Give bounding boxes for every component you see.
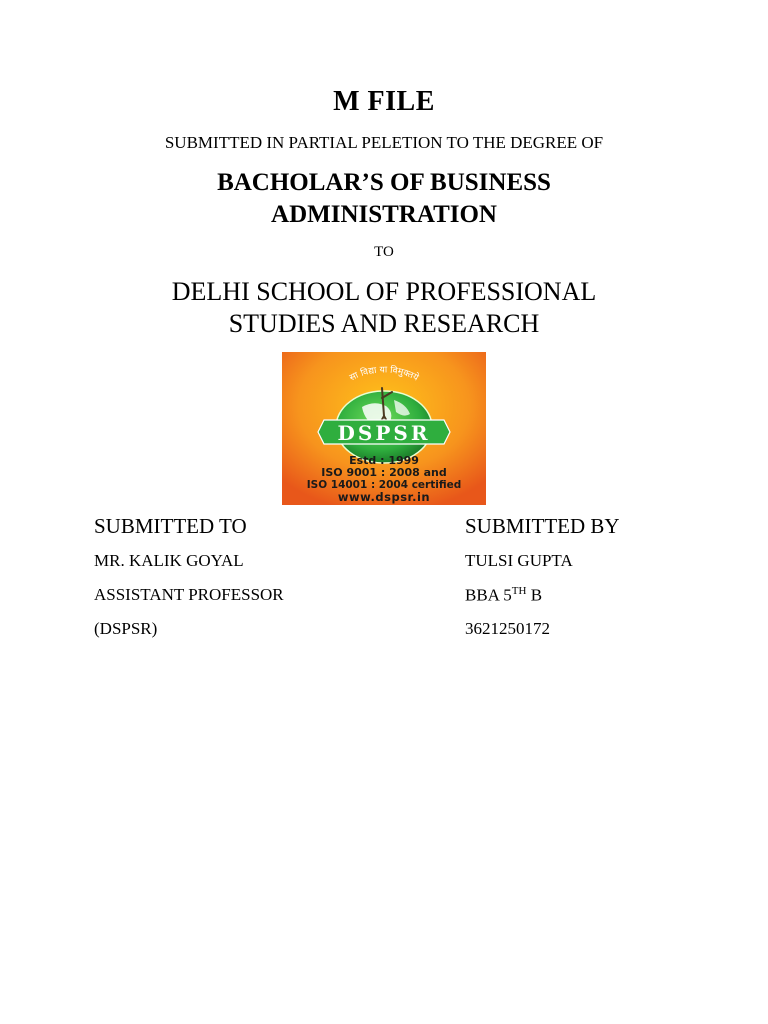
student-class (465, 585, 620, 606)
institute-name (0, 276, 768, 340)
logo-iso-9001-text: ISO 9001 : 2008 and (321, 466, 447, 479)
submission-subtitle: SUBMITTED IN PARTIAL PELETION TO THE DEGREE OF (164, 133, 604, 152)
degree-line-2: ADMINISTRATION (271, 201, 497, 228)
degree-name (0, 167, 768, 231)
dspsr-logo (282, 352, 486, 505)
student-roll-number: 3621250172 (465, 619, 550, 638)
document-title: M FILE (333, 86, 435, 117)
submitted-by-heading: SUBMITTED BY (465, 514, 620, 538)
to-label: TO (374, 244, 394, 260)
class-prefix: BBA 5 (465, 585, 512, 605)
submitted-to-block (94, 514, 284, 653)
logo-emblem-text: DSPSR (337, 421, 431, 445)
submitted-to-heading: SUBMITTED TO (94, 514, 247, 538)
guide-designation: ASSISTANT PROFESSOR (94, 585, 284, 604)
logo-iso-14001-text: ISO 14001 : 2004 certified (306, 479, 462, 491)
institute-line-1: DELHI SCHOOL OF PROFESSIONAL (171, 277, 597, 306)
logo-website-text: www.dspsr.in (337, 490, 431, 504)
guide-organization: (DSPSR) (94, 619, 158, 638)
student-name: TULSI GUPTA (465, 551, 573, 570)
submitted-by-block (465, 514, 620, 653)
degree-line-1: BACHOLAR’S OF BUSINESS (217, 169, 551, 196)
guide-name: MR. KALIK GOYAL (94, 551, 244, 570)
class-superscript: TH (511, 585, 527, 597)
class-suffix: B (526, 585, 543, 605)
logo-arc-text: सा विद्या या विमुक्तये (348, 365, 420, 384)
logo-estd-text: Estd : 1999 (349, 454, 419, 467)
institute-line-2: STUDIES AND RESEARCH (228, 309, 540, 338)
